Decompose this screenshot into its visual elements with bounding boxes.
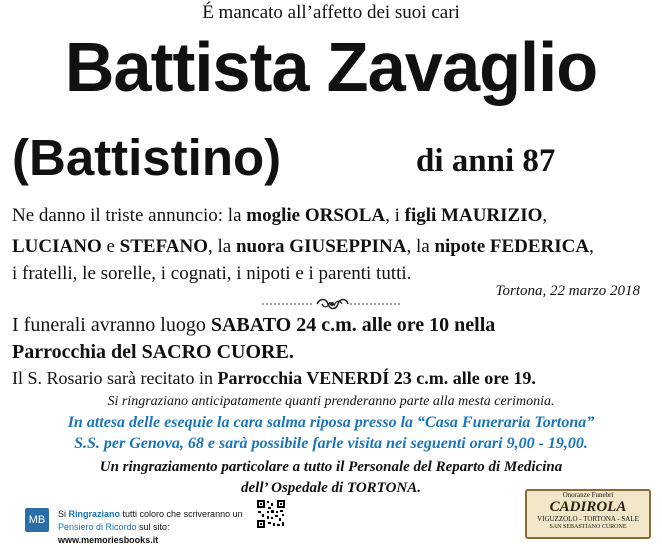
announce-line-1-segment: moglie ORSOLA [246, 205, 386, 226]
memoriesbooks-logo-icon: MB [25, 508, 49, 532]
intro-text: É mancato all’affetto dei suoi cari [202, 2, 460, 23]
qr-code-icon[interactable] [256, 499, 286, 529]
deceased-nickname: (Battistino) [12, 129, 282, 186]
announce-line-1 [12, 200, 547, 231]
agency-line-2: SAN SEBASTIANO CURONE [549, 524, 627, 530]
deceased-name: Battista Zavaglio [64, 28, 598, 106]
announce-line-2-segment: , [589, 236, 594, 257]
deceased-age: di anni 87 [416, 143, 556, 179]
footer-line-2: Pensiero di Ricordo sul sito: www.memoriesbooks.it [58, 522, 170, 545]
agency-name: CADIROLA [549, 499, 627, 515]
announce-line-3: i fratelli, le sorelle, i cognati, i nipoti e i parenti tutti. [12, 263, 412, 284]
rosary-line [12, 368, 536, 389]
announce-line-2-segment: LUCIANO [12, 236, 102, 257]
footer-line-1: Si Ringraziano tutti coloro che scriveranno un [58, 509, 243, 519]
announce-line-2-segment: , la [406, 236, 435, 257]
website-link[interactable]: www.memoriesbooks.it [58, 535, 159, 545]
announce-line-1-segment: , [542, 205, 548, 226]
announce-line-1-segment: Ne danno il triste annuncio: la [12, 205, 247, 226]
rosary-prefix: Il S. Rosario sarà recitato in [12, 368, 218, 388]
announce-line-2-segment: nipote FEDERICA [434, 236, 590, 257]
funeral-when: SABATO 24 c.m. alle ore 10 nella [210, 314, 496, 336]
announce-line-1-segment: figli MAURIZIO [404, 205, 543, 226]
final-thanks-line-1: Un ringraziamento particolare a tutto il Personale del Reparto di Medicina [99, 459, 563, 475]
agency-logo [525, 489, 651, 539]
wake-info-line-1: In attesa delle esequie la cara salma riposa presso la “Casa Funeraria Tortona” [67, 414, 595, 431]
rosary-when: Parrocchia VENERDÍ 23 c.m. alle ore 19. [217, 368, 536, 388]
notice-date: Tortona, 22 marzo 2018 [495, 283, 640, 299]
funeral-place: Parrocchia del SACRO CUORE. [12, 341, 294, 363]
funeral-line-1 [12, 314, 495, 337]
announce-line-2-segment: nuora GIUSEPPINA [235, 236, 407, 257]
agency-top: Onoranze Funebri [562, 491, 614, 499]
agency-line-1: VIGUZZOLO - TORTONA - SALE [537, 515, 639, 523]
final-thanks-line-2: dell’ Ospedale di TORTONA. [241, 480, 421, 496]
funeral-prefix: I funerali avranno luogo [12, 314, 211, 336]
announce-line-1-segment: , i [385, 205, 405, 226]
thanks-line: Si ringraziano anticipatamente quanti prenderanno parte alla mesta cerimonia. [107, 394, 555, 409]
ornament-divider-icon [262, 296, 402, 312]
announce-line-2-segment: e [101, 236, 120, 257]
wake-info-line-2: S.S. per Genova, 68 e sarà possibile farle visita nei seguenti orari 9,00 - 19,00. [74, 435, 588, 452]
announce-line-2-segment: , la [208, 236, 236, 257]
footer-text [58, 508, 253, 547]
announce-line-2-segment: STEFANO [119, 236, 209, 257]
